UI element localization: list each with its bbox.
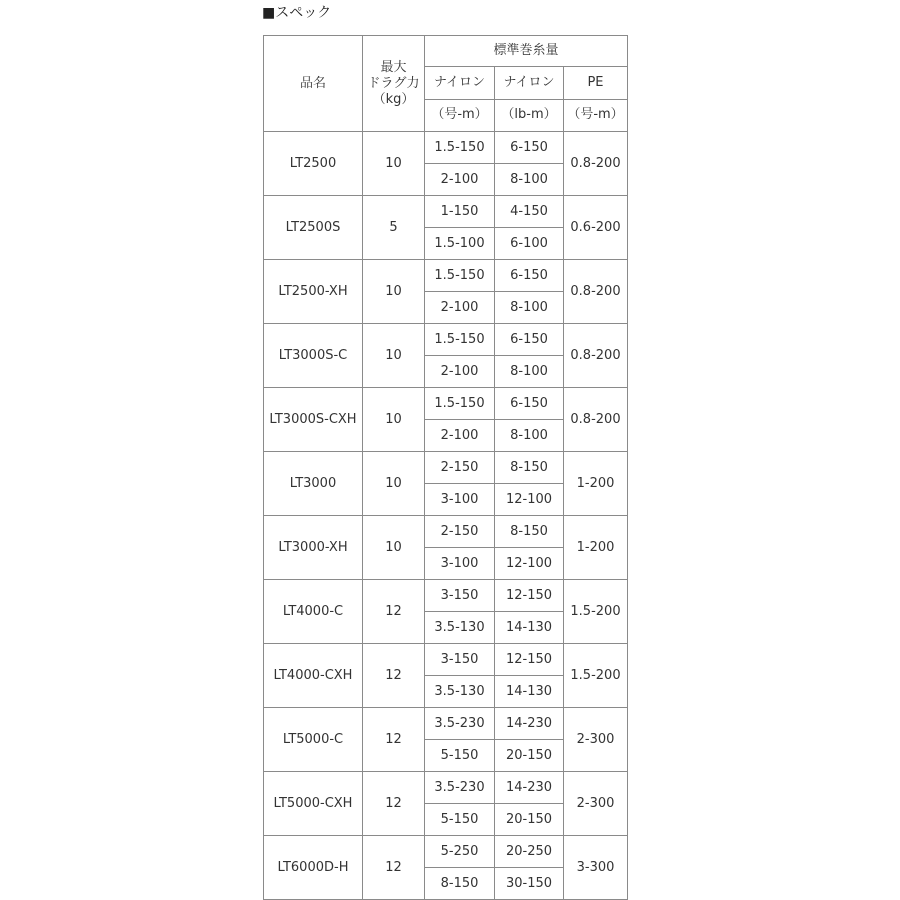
max-drag: 12 bbox=[363, 836, 425, 900]
nylon-lb-capacity: 8-150 bbox=[495, 516, 564, 548]
max-drag: 5 bbox=[363, 196, 425, 260]
nylon-go-capacity: 5-150 bbox=[425, 804, 495, 836]
nylon-lb-capacity: 14-130 bbox=[495, 612, 564, 644]
nylon-go-capacity: 1.5-150 bbox=[425, 132, 495, 164]
pe-capacity: 0.6-200 bbox=[564, 196, 628, 260]
pe-capacity: 2-300 bbox=[564, 708, 628, 772]
nylon-go-capacity: 3-100 bbox=[425, 548, 495, 580]
model-name: LT5000-C bbox=[264, 708, 363, 772]
pe-capacity: 0.8-200 bbox=[564, 388, 628, 452]
max-drag: 10 bbox=[363, 452, 425, 516]
nylon-go-capacity: 8-150 bbox=[425, 868, 495, 900]
header-unit-pe: （号-m） bbox=[564, 99, 628, 131]
table-row bbox=[264, 452, 628, 484]
model-name: LT3000 bbox=[264, 452, 363, 516]
nylon-lb-capacity: 4-150 bbox=[495, 196, 564, 228]
header-drag-line3: （kg） bbox=[372, 91, 415, 107]
model-name: LT3000S-CXH bbox=[264, 388, 363, 452]
table-row bbox=[264, 132, 628, 164]
nylon-lb-capacity: 12-100 bbox=[495, 484, 564, 516]
nylon-lb-capacity: 8-100 bbox=[495, 420, 564, 452]
header-name: 品名 bbox=[264, 36, 363, 132]
pe-capacity: 1.5-200 bbox=[564, 580, 628, 644]
max-drag: 10 bbox=[363, 132, 425, 196]
header-capacity: 標準巻糸量 bbox=[425, 36, 628, 67]
max-drag: 12 bbox=[363, 644, 425, 708]
nylon-lb-capacity: 20-150 bbox=[495, 740, 564, 772]
pe-capacity: 1-200 bbox=[564, 516, 628, 580]
nylon-go-capacity: 2-150 bbox=[425, 452, 495, 484]
spec-table bbox=[263, 35, 628, 900]
nylon-go-capacity: 2-100 bbox=[425, 420, 495, 452]
nylon-go-capacity: 3.5-130 bbox=[425, 612, 495, 644]
max-drag: 10 bbox=[363, 260, 425, 324]
nylon-lb-capacity: 30-150 bbox=[495, 868, 564, 900]
nylon-lb-capacity: 14-130 bbox=[495, 676, 564, 708]
max-drag: 12 bbox=[363, 708, 425, 772]
nylon-go-capacity: 1.5-150 bbox=[425, 260, 495, 292]
nylon-go-capacity: 5-150 bbox=[425, 740, 495, 772]
header-unit-lb: （lb-m） bbox=[495, 99, 564, 131]
pe-capacity: 3-300 bbox=[564, 836, 628, 900]
header-nylon-lb: ナイロン bbox=[495, 67, 564, 99]
table-row bbox=[264, 772, 628, 804]
model-name: LT3000-XH bbox=[264, 516, 363, 580]
spec-table-header bbox=[264, 36, 628, 132]
nylon-go-capacity: 3.5-130 bbox=[425, 676, 495, 708]
pe-capacity: 1-200 bbox=[564, 452, 628, 516]
nylon-go-capacity: 1.5-150 bbox=[425, 388, 495, 420]
nylon-go-capacity: 2-150 bbox=[425, 516, 495, 548]
header-drag-line1: 最大 bbox=[380, 59, 407, 75]
section-heading: ■スペック bbox=[262, 5, 332, 21]
table-row bbox=[264, 324, 628, 356]
header-drag-line2: ドラグ力 bbox=[367, 75, 420, 91]
pe-capacity: 1.5-200 bbox=[564, 644, 628, 708]
nylon-go-capacity: 1.5-150 bbox=[425, 324, 495, 356]
nylon-go-capacity: 3-150 bbox=[425, 644, 495, 676]
table-row bbox=[264, 196, 628, 228]
nylon-lb-capacity: 6-150 bbox=[495, 388, 564, 420]
nylon-lb-capacity: 8-100 bbox=[495, 164, 564, 196]
nylon-go-capacity: 3-150 bbox=[425, 580, 495, 612]
model-name: LT4000-CXH bbox=[264, 644, 363, 708]
max-drag: 12 bbox=[363, 580, 425, 644]
nylon-lb-capacity: 6-150 bbox=[495, 260, 564, 292]
table-row bbox=[264, 388, 628, 420]
pe-capacity: 0.8-200 bbox=[564, 132, 628, 196]
nylon-go-capacity: 2-100 bbox=[425, 164, 495, 196]
spec-table-body bbox=[264, 132, 628, 900]
table-row bbox=[264, 580, 628, 612]
max-drag: 12 bbox=[363, 772, 425, 836]
nylon-go-capacity: 3-100 bbox=[425, 484, 495, 516]
nylon-lb-capacity: 12-150 bbox=[495, 644, 564, 676]
model-name: LT2500 bbox=[264, 132, 363, 196]
max-drag: 10 bbox=[363, 516, 425, 580]
nylon-go-capacity: 5-250 bbox=[425, 836, 495, 868]
nylon-go-capacity: 3.5-230 bbox=[425, 772, 495, 804]
nylon-lb-capacity: 6-100 bbox=[495, 228, 564, 260]
model-name: LT6000D-H bbox=[264, 836, 363, 900]
nylon-lb-capacity: 14-230 bbox=[495, 708, 564, 740]
nylon-lb-capacity: 8-150 bbox=[495, 452, 564, 484]
table-row bbox=[264, 836, 628, 868]
table-row bbox=[264, 516, 628, 548]
nylon-lb-capacity: 6-150 bbox=[495, 132, 564, 164]
pe-capacity: 0.8-200 bbox=[564, 260, 628, 324]
model-name: LT3000S-C bbox=[264, 324, 363, 388]
nylon-lb-capacity: 8-100 bbox=[495, 292, 564, 324]
model-name: LT5000-CXH bbox=[264, 772, 363, 836]
nylon-lb-capacity: 12-100 bbox=[495, 548, 564, 580]
pe-capacity: 2-300 bbox=[564, 772, 628, 836]
header-drag bbox=[363, 36, 425, 132]
nylon-lb-capacity: 12-150 bbox=[495, 580, 564, 612]
nylon-lb-capacity: 14-230 bbox=[495, 772, 564, 804]
table-row bbox=[264, 260, 628, 292]
table-row bbox=[264, 708, 628, 740]
nylon-lb-capacity: 20-250 bbox=[495, 836, 564, 868]
pe-capacity: 0.8-200 bbox=[564, 324, 628, 388]
model-name: LT4000-C bbox=[264, 580, 363, 644]
nylon-lb-capacity: 20-150 bbox=[495, 804, 564, 836]
max-drag: 10 bbox=[363, 388, 425, 452]
nylon-go-capacity: 1-150 bbox=[425, 196, 495, 228]
nylon-go-capacity: 2-100 bbox=[425, 292, 495, 324]
model-name: LT2500-XH bbox=[264, 260, 363, 324]
max-drag: 10 bbox=[363, 324, 425, 388]
header-unit-go: （号-m） bbox=[425, 99, 495, 131]
nylon-go-capacity: 1.5-100 bbox=[425, 228, 495, 260]
table-row bbox=[264, 644, 628, 676]
nylon-lb-capacity: 6-150 bbox=[495, 324, 564, 356]
header-nylon-go: ナイロン bbox=[425, 67, 495, 99]
nylon-lb-capacity: 8-100 bbox=[495, 356, 564, 388]
nylon-go-capacity: 3.5-230 bbox=[425, 708, 495, 740]
model-name: LT2500S bbox=[264, 196, 363, 260]
header-pe: PE bbox=[564, 67, 628, 99]
nylon-go-capacity: 2-100 bbox=[425, 356, 495, 388]
